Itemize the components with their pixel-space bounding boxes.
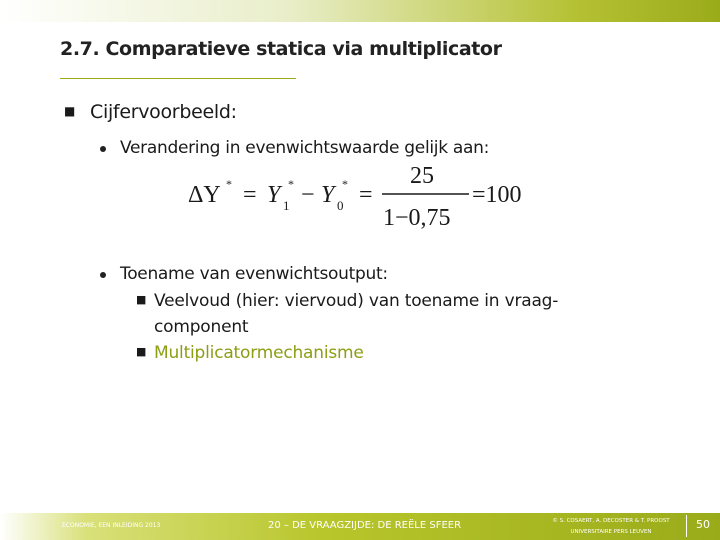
sub-sub-bullet-text: Multiplicatormechanisme: [154, 343, 364, 363]
formula-delta-y: ΔY: [188, 182, 221, 208]
square-bullet-icon: ■: [136, 345, 147, 358]
bullet-text: Cijfervoorbeeld:: [90, 101, 237, 123]
footer-copyright: [536, 516, 686, 538]
sub-sub-bullet-veelvoud: [136, 291, 558, 311]
round-bullet-icon: [100, 272, 106, 278]
formula-minus: −: [301, 182, 315, 208]
footer-copyright-line1: © S. COSAERT, A. DECOSTER & T. PROOST: [552, 518, 670, 524]
formula-equals: =: [359, 182, 373, 208]
bullet-cijfervoorbeeld: [64, 101, 237, 123]
formula-star: *: [226, 177, 232, 191]
formula-result: =100: [472, 182, 522, 208]
slide-title: 2.7. Comparatieve statica via multiplicator: [60, 38, 502, 60]
multiplier-formula: [188, 161, 533, 233]
formula-numerator: 25: [410, 163, 434, 189]
footer-book-title: ECONOMIE, EEN INLEIDING 2013: [62, 522, 161, 529]
footer-chapter: 20 – DE VRAAGZIJDE: DE REËLE SFEER: [268, 520, 462, 531]
formula-denominator: 1−0,75: [383, 205, 451, 231]
sub-bullet-text: Toename van evenwichtsoutput:: [120, 264, 388, 284]
sub-bullet-text: Verandering in evenwichtswaarde gelijk aan:: [120, 138, 489, 158]
formula-sub-0: 0: [337, 198, 344, 213]
footer-copyright-line2: UNIVERSITAIRE PERS LEUVEN: [570, 529, 652, 535]
top-accent-band: [0, 0, 720, 22]
sub-sub-bullet-text: Veelvoud (hier: viervoud) van toename in vraag-: [154, 291, 559, 311]
formula-sub-1: 1: [283, 198, 290, 213]
round-bullet-icon: [100, 146, 106, 152]
title-underline: [60, 78, 296, 79]
formula-y1: Y: [267, 182, 281, 208]
square-bullet-icon: ■: [64, 104, 76, 118]
page-number: 50: [696, 518, 710, 531]
sub-sub-bullet-continuation: component: [154, 317, 249, 337]
square-bullet-icon: ■: [136, 293, 147, 306]
formula-y0: Y: [321, 182, 335, 208]
formula-equals: =: [243, 182, 257, 208]
formula-star: *: [342, 177, 348, 191]
footer-divider: [686, 515, 687, 537]
formula-star: *: [288, 177, 294, 191]
sub-sub-bullet-multiplicator: [136, 343, 364, 363]
